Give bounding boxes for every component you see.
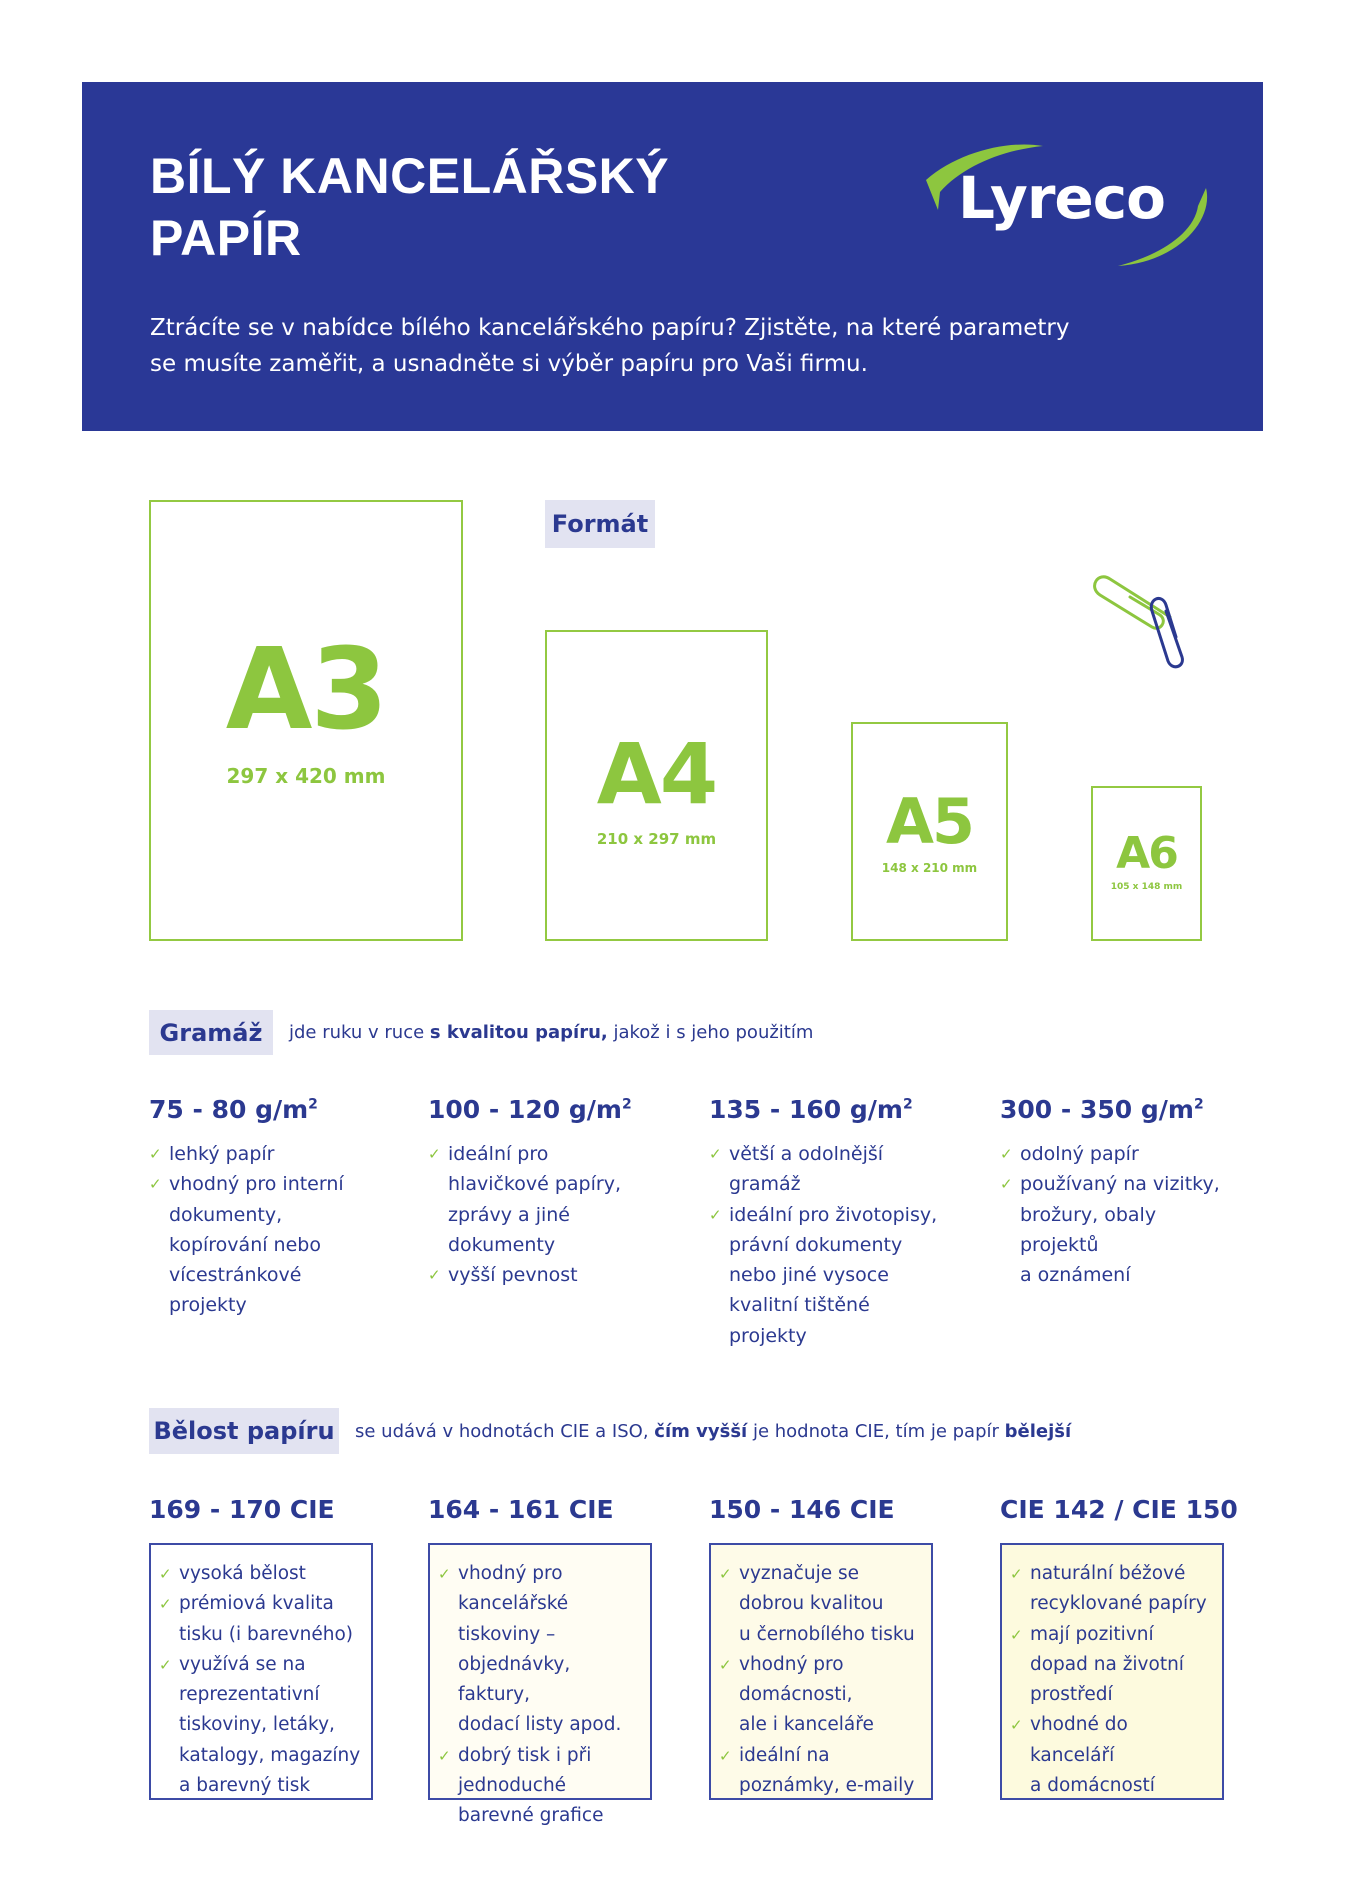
feature-text: projekty [169, 1294, 247, 1317]
feature-text: katalogy, magazíny [179, 1744, 361, 1766]
feature-item-continuation [709, 1230, 969, 1260]
feature-text: vyšší pevnost [448, 1264, 578, 1287]
whiteness-feature-list [719, 1559, 921, 1801]
whiteness-description [355, 1421, 1071, 1442]
whiteness-heading: 164 - 161 CIE [428, 1495, 614, 1524]
feature-item [719, 1559, 921, 1589]
whiteness-feature-list [1010, 1559, 1212, 1801]
logo-text: Lyreco [958, 164, 1165, 232]
feature-item-continuation [709, 1260, 969, 1290]
feature-text: nebo jiné vysoce [729, 1264, 889, 1287]
feature-item [1000, 1139, 1260, 1169]
feature-item-continuation [719, 1710, 921, 1740]
feature-text: právní dokumenty [729, 1233, 903, 1256]
feature-text: kancelářské [458, 1593, 569, 1615]
feature-text: objednávky, faktury, [458, 1653, 571, 1706]
feature-text: mají pozitivní [1030, 1623, 1154, 1645]
feature-item-continuation [709, 1290, 969, 1320]
paper-a5 [851, 722, 1008, 941]
page-title [150, 145, 669, 269]
feature-item-continuation [1010, 1741, 1212, 1771]
feature-item [1010, 1710, 1212, 1740]
feature-text: prostředí [1030, 1684, 1113, 1706]
lyreco-logo [918, 140, 1218, 280]
superscript: 2 [621, 1096, 632, 1113]
grammage-label: Gramáž [149, 1010, 273, 1055]
check-icon: ✓ [1000, 1175, 1013, 1194]
feature-text: a barevný tisk [179, 1775, 311, 1797]
desc-bold: s kvalitou papíru, [429, 1022, 608, 1043]
intro-line-2: se musíte zaměřit, a usnadněte si výběr papíru pro Vaši firmu. [150, 351, 868, 377]
feature-item-continuation [719, 1680, 921, 1710]
feature-text: používaný na vizitky, [1020, 1173, 1220, 1196]
heading-text: 300 - 350 g/m [1000, 1095, 1194, 1124]
paper-a3 [149, 500, 463, 941]
format-size: 210 x 297 mm [596, 829, 717, 848]
feature-item [428, 1139, 688, 1169]
feature-text: reprezentativní [179, 1684, 320, 1706]
feature-text: jednoduché [458, 1775, 567, 1797]
feature-item-continuation [438, 1801, 640, 1831]
whiteness-feature-box [149, 1543, 373, 1800]
feature-text: ideální pro [448, 1143, 549, 1165]
whiteness-feature-list [159, 1559, 361, 1801]
feature-text: recyklované papíry [1030, 1593, 1207, 1615]
feature-item-continuation [159, 1741, 361, 1771]
feature-item [159, 1650, 361, 1680]
feature-text: vícestránkové [169, 1264, 302, 1287]
grammage-heading [428, 1095, 632, 1124]
feature-text: ale i kanceláře [739, 1714, 874, 1736]
check-icon: ✓ [1010, 1625, 1023, 1644]
feature-item-continuation [428, 1169, 688, 1199]
feature-text: u černobílého tisku [739, 1623, 915, 1645]
feature-text: vhodný pro [458, 1563, 563, 1584]
feature-text: dokumenty [448, 1233, 556, 1256]
feature-text: tisku (i barevného) [179, 1623, 353, 1645]
feature-item [149, 1139, 409, 1169]
format-name: A5 [885, 784, 974, 858]
feature-item-continuation [159, 1620, 361, 1650]
paperclip-icon [1090, 565, 1200, 670]
paper-a4 [545, 630, 768, 941]
feature-item-continuation [1010, 1650, 1212, 1680]
feature-text: kanceláří [1030, 1744, 1115, 1766]
feature-text: dodací listy apod. [458, 1714, 622, 1736]
feature-item-continuation [149, 1200, 409, 1230]
feature-text: naturální béžové [1030, 1563, 1186, 1584]
feature-text: vhodné do [1030, 1714, 1128, 1736]
feature-text: lehký papír [169, 1143, 275, 1165]
grammage-feature-list [709, 1139, 969, 1351]
heading-text: 100 - 120 g/m [428, 1095, 622, 1124]
format-label: Formát [545, 500, 655, 548]
superscript: 2 [1193, 1096, 1204, 1113]
check-icon: ✓ [719, 1565, 732, 1583]
heading-text: 75 - 80 g/m [149, 1095, 309, 1124]
grammage-feature-list [149, 1139, 409, 1321]
feature-item-continuation [149, 1290, 409, 1320]
title-line-2: PAPÍR [150, 210, 302, 266]
feature-item-continuation [428, 1200, 688, 1230]
feature-item-continuation [159, 1710, 361, 1740]
check-icon: ✓ [1000, 1145, 1013, 1163]
feature-text: projektů [1020, 1233, 1099, 1256]
feature-text: vhodný pro [739, 1653, 844, 1675]
desc-bold: bělejší [1004, 1421, 1072, 1442]
feature-text: ideální na [739, 1744, 830, 1766]
feature-item [1010, 1620, 1212, 1650]
feature-text: tiskoviny, letáky, [179, 1714, 335, 1736]
feature-item-continuation [438, 1620, 640, 1650]
feature-item-continuation [149, 1260, 409, 1290]
feature-item-continuation [438, 1650, 640, 1711]
feature-text: kopírování nebo [169, 1233, 321, 1256]
feature-text: kvalitní tištěné [729, 1294, 870, 1317]
title-line-1: BÍLÝ KANCELÁŘSKÝ [150, 148, 670, 204]
feature-item-continuation [149, 1230, 409, 1260]
desc-text: je hodnota CIE, tím je papír [747, 1421, 1005, 1442]
feature-item-continuation [428, 1230, 688, 1260]
whiteness-feature-box [428, 1543, 652, 1827]
format-name: A4 [596, 724, 717, 823]
feature-item [1000, 1169, 1260, 1199]
feature-item [159, 1589, 361, 1619]
check-icon: ✓ [719, 1655, 732, 1674]
grammage-feature-list [1000, 1139, 1260, 1290]
whiteness-heading: CIE 142 / CIE 150 [1000, 1495, 1238, 1524]
grammage-heading [149, 1095, 318, 1124]
paper-a6 [1091, 786, 1202, 941]
intro-line-1: Ztrácíte se v nabídce bílého kancelářského papíru? Zjistěte, na které parametry [150, 315, 1070, 341]
feature-text: gramáž [729, 1173, 801, 1196]
feature-text: projekty [729, 1324, 807, 1347]
superscript: 2 [308, 1096, 318, 1113]
feature-text: domácnosti, [739, 1684, 853, 1706]
whiteness-feature-box [1000, 1543, 1224, 1800]
check-icon: ✓ [438, 1746, 451, 1765]
format-name: A3 [225, 624, 387, 755]
desc-text: se udává v hodnotách CIE a ISO, [355, 1421, 655, 1442]
feature-text: vysoká bělost [179, 1563, 306, 1584]
check-icon: ✓ [159, 1595, 172, 1614]
feature-text: vyznačuje se [739, 1563, 859, 1584]
feature-item [1010, 1559, 1212, 1589]
feature-text: brožury, obaly [1020, 1203, 1157, 1226]
feature-text: větší a odolnější [729, 1143, 884, 1165]
feature-item [438, 1559, 640, 1589]
feature-item-continuation [709, 1321, 969, 1351]
feature-text: hlavičkové papíry, [448, 1173, 621, 1196]
feature-item-continuation [719, 1620, 921, 1650]
feature-item [719, 1650, 921, 1680]
check-icon: ✓ [149, 1145, 162, 1163]
feature-item-continuation [719, 1771, 921, 1801]
feature-item-continuation [1010, 1771, 1212, 1801]
format-name: A6 [1116, 827, 1177, 879]
check-icon: ✓ [438, 1565, 451, 1583]
superscript: 2 [902, 1096, 913, 1113]
desc-text: jde ruku v ruce [289, 1022, 430, 1043]
feature-item [709, 1200, 969, 1230]
grammage-heading [709, 1095, 913, 1124]
grammage-description [289, 1022, 813, 1043]
feature-item-continuation [159, 1771, 361, 1801]
check-icon: ✓ [1010, 1565, 1023, 1583]
feature-item-continuation [1010, 1589, 1212, 1619]
feature-item-continuation [438, 1710, 640, 1740]
feature-item-continuation [1010, 1680, 1212, 1710]
check-icon: ✓ [428, 1266, 441, 1285]
feature-text: tiskoviny – [458, 1623, 556, 1645]
check-icon: ✓ [159, 1565, 172, 1583]
feature-item [709, 1139, 969, 1169]
feature-item-continuation [709, 1169, 969, 1199]
feature-item-continuation [159, 1680, 361, 1710]
check-icon: ✓ [428, 1145, 441, 1163]
check-icon: ✓ [709, 1205, 722, 1224]
feature-text: ideální pro životopisy, [729, 1203, 938, 1226]
check-icon: ✓ [1010, 1716, 1023, 1735]
desc-bold: čím vyšší [654, 1421, 748, 1442]
feature-item-continuation [719, 1589, 921, 1619]
format-size: 148 x 210 mm [881, 860, 978, 875]
desc-text: jakož i s jeho použitím [607, 1022, 814, 1043]
feature-item [438, 1741, 640, 1771]
feature-item [149, 1169, 409, 1199]
feature-text: vhodný pro interní [169, 1173, 344, 1196]
grammage-heading [1000, 1095, 1204, 1124]
heading-text: 135 - 160 g/m [709, 1095, 903, 1124]
grammage-feature-list [428, 1139, 688, 1290]
format-size: 297 x 420 mm [226, 763, 386, 788]
feature-item [159, 1559, 361, 1589]
check-icon: ✓ [719, 1746, 732, 1765]
feature-text: dobrý tisk i při [458, 1744, 592, 1766]
check-icon: ✓ [709, 1145, 722, 1163]
check-icon: ✓ [149, 1175, 162, 1194]
intro-text [150, 310, 1200, 382]
whiteness-feature-list [438, 1559, 640, 1832]
feature-text: dobrou kvalitou [739, 1593, 884, 1615]
feature-text: odolný papír [1020, 1143, 1139, 1165]
check-icon: ✓ [159, 1655, 172, 1674]
feature-text: prémiová kvalita [179, 1593, 334, 1615]
feature-text: poznámky, e-maily [739, 1775, 915, 1797]
whiteness-heading: 169 - 170 CIE [149, 1495, 335, 1524]
feature-text: barevné grafice [458, 1805, 604, 1827]
feature-text: zprávy a jiné [448, 1203, 570, 1226]
whiteness-label: Bělost papíru [149, 1408, 339, 1454]
feature-item-continuation [1000, 1200, 1260, 1230]
format-size: 105 x 148 mm [1110, 881, 1183, 892]
feature-item-continuation [1000, 1230, 1260, 1260]
feature-item-continuation [1000, 1260, 1260, 1290]
feature-text: a oznámení [1020, 1264, 1131, 1287]
whiteness-feature-box [709, 1543, 933, 1800]
feature-text: využívá se na [179, 1653, 306, 1675]
feature-item-continuation [438, 1589, 640, 1619]
feature-item [428, 1260, 688, 1290]
feature-text: dopad na životní [1030, 1653, 1184, 1675]
feature-item-continuation [438, 1771, 640, 1801]
feature-text: dokumenty, [169, 1203, 283, 1226]
feature-item [719, 1741, 921, 1771]
whiteness-heading: 150 - 146 CIE [709, 1495, 895, 1524]
feature-text: a domácností [1030, 1775, 1155, 1797]
